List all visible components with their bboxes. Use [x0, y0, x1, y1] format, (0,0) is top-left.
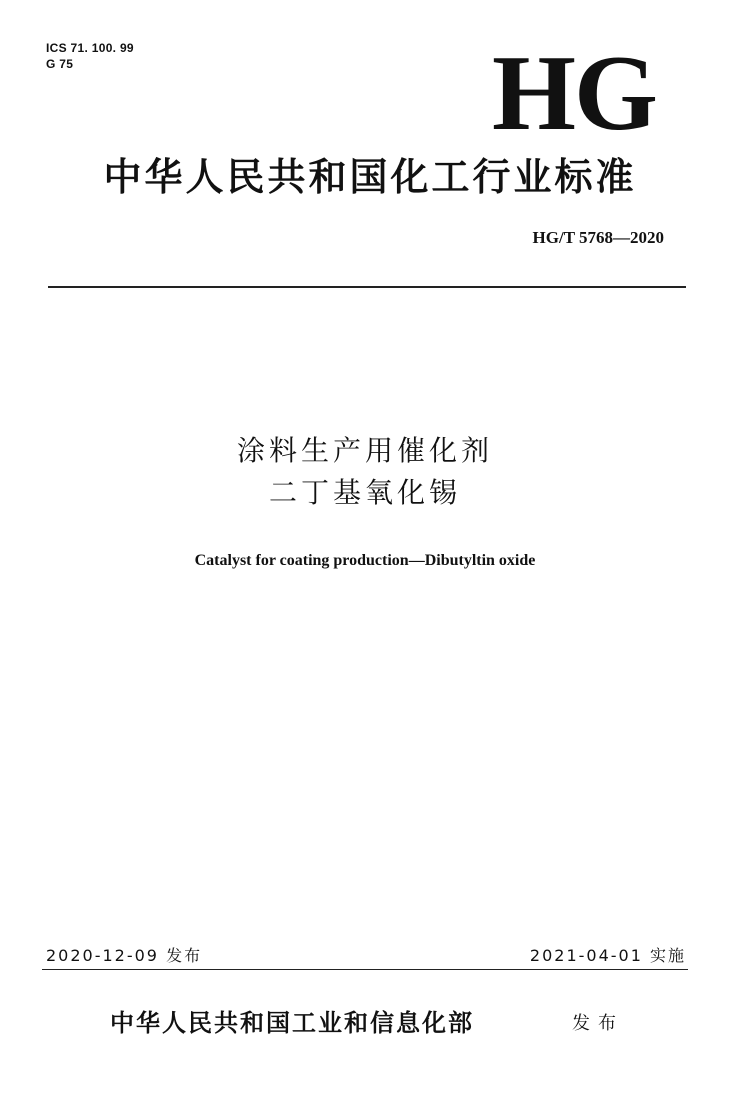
ics-code: ICS 71. 100. 99 — [46, 41, 134, 55]
standard-type-title: 中华人民共和国化工行业标准 — [103, 154, 637, 199]
hg-logo: HG — [492, 34, 657, 153]
classification-codes — [46, 40, 134, 72]
document-title-en: Catalyst for coating production—Dibutyltin oxide — [194, 552, 536, 569]
publish-date: 2020-12-09 发布 — [46, 946, 203, 965]
issue-label: 发布 — [572, 1013, 624, 1034]
issuing-authority: 中华人民共和国工业和信息化部 — [110, 1008, 474, 1037]
document-title-line-1: 涂料生产用催化剂 — [236, 434, 493, 467]
document-title-line-2: 二丁基氧化锡 — [268, 476, 461, 509]
standard-number: HG/T 5768—2020 — [532, 228, 664, 247]
ccs-code: G 75 — [46, 57, 74, 71]
implement-date: 2021-04-01 实施 — [529, 946, 686, 965]
top-divider — [48, 286, 686, 288]
document-title-cn — [0, 430, 730, 514]
bottom-divider — [42, 969, 688, 970]
